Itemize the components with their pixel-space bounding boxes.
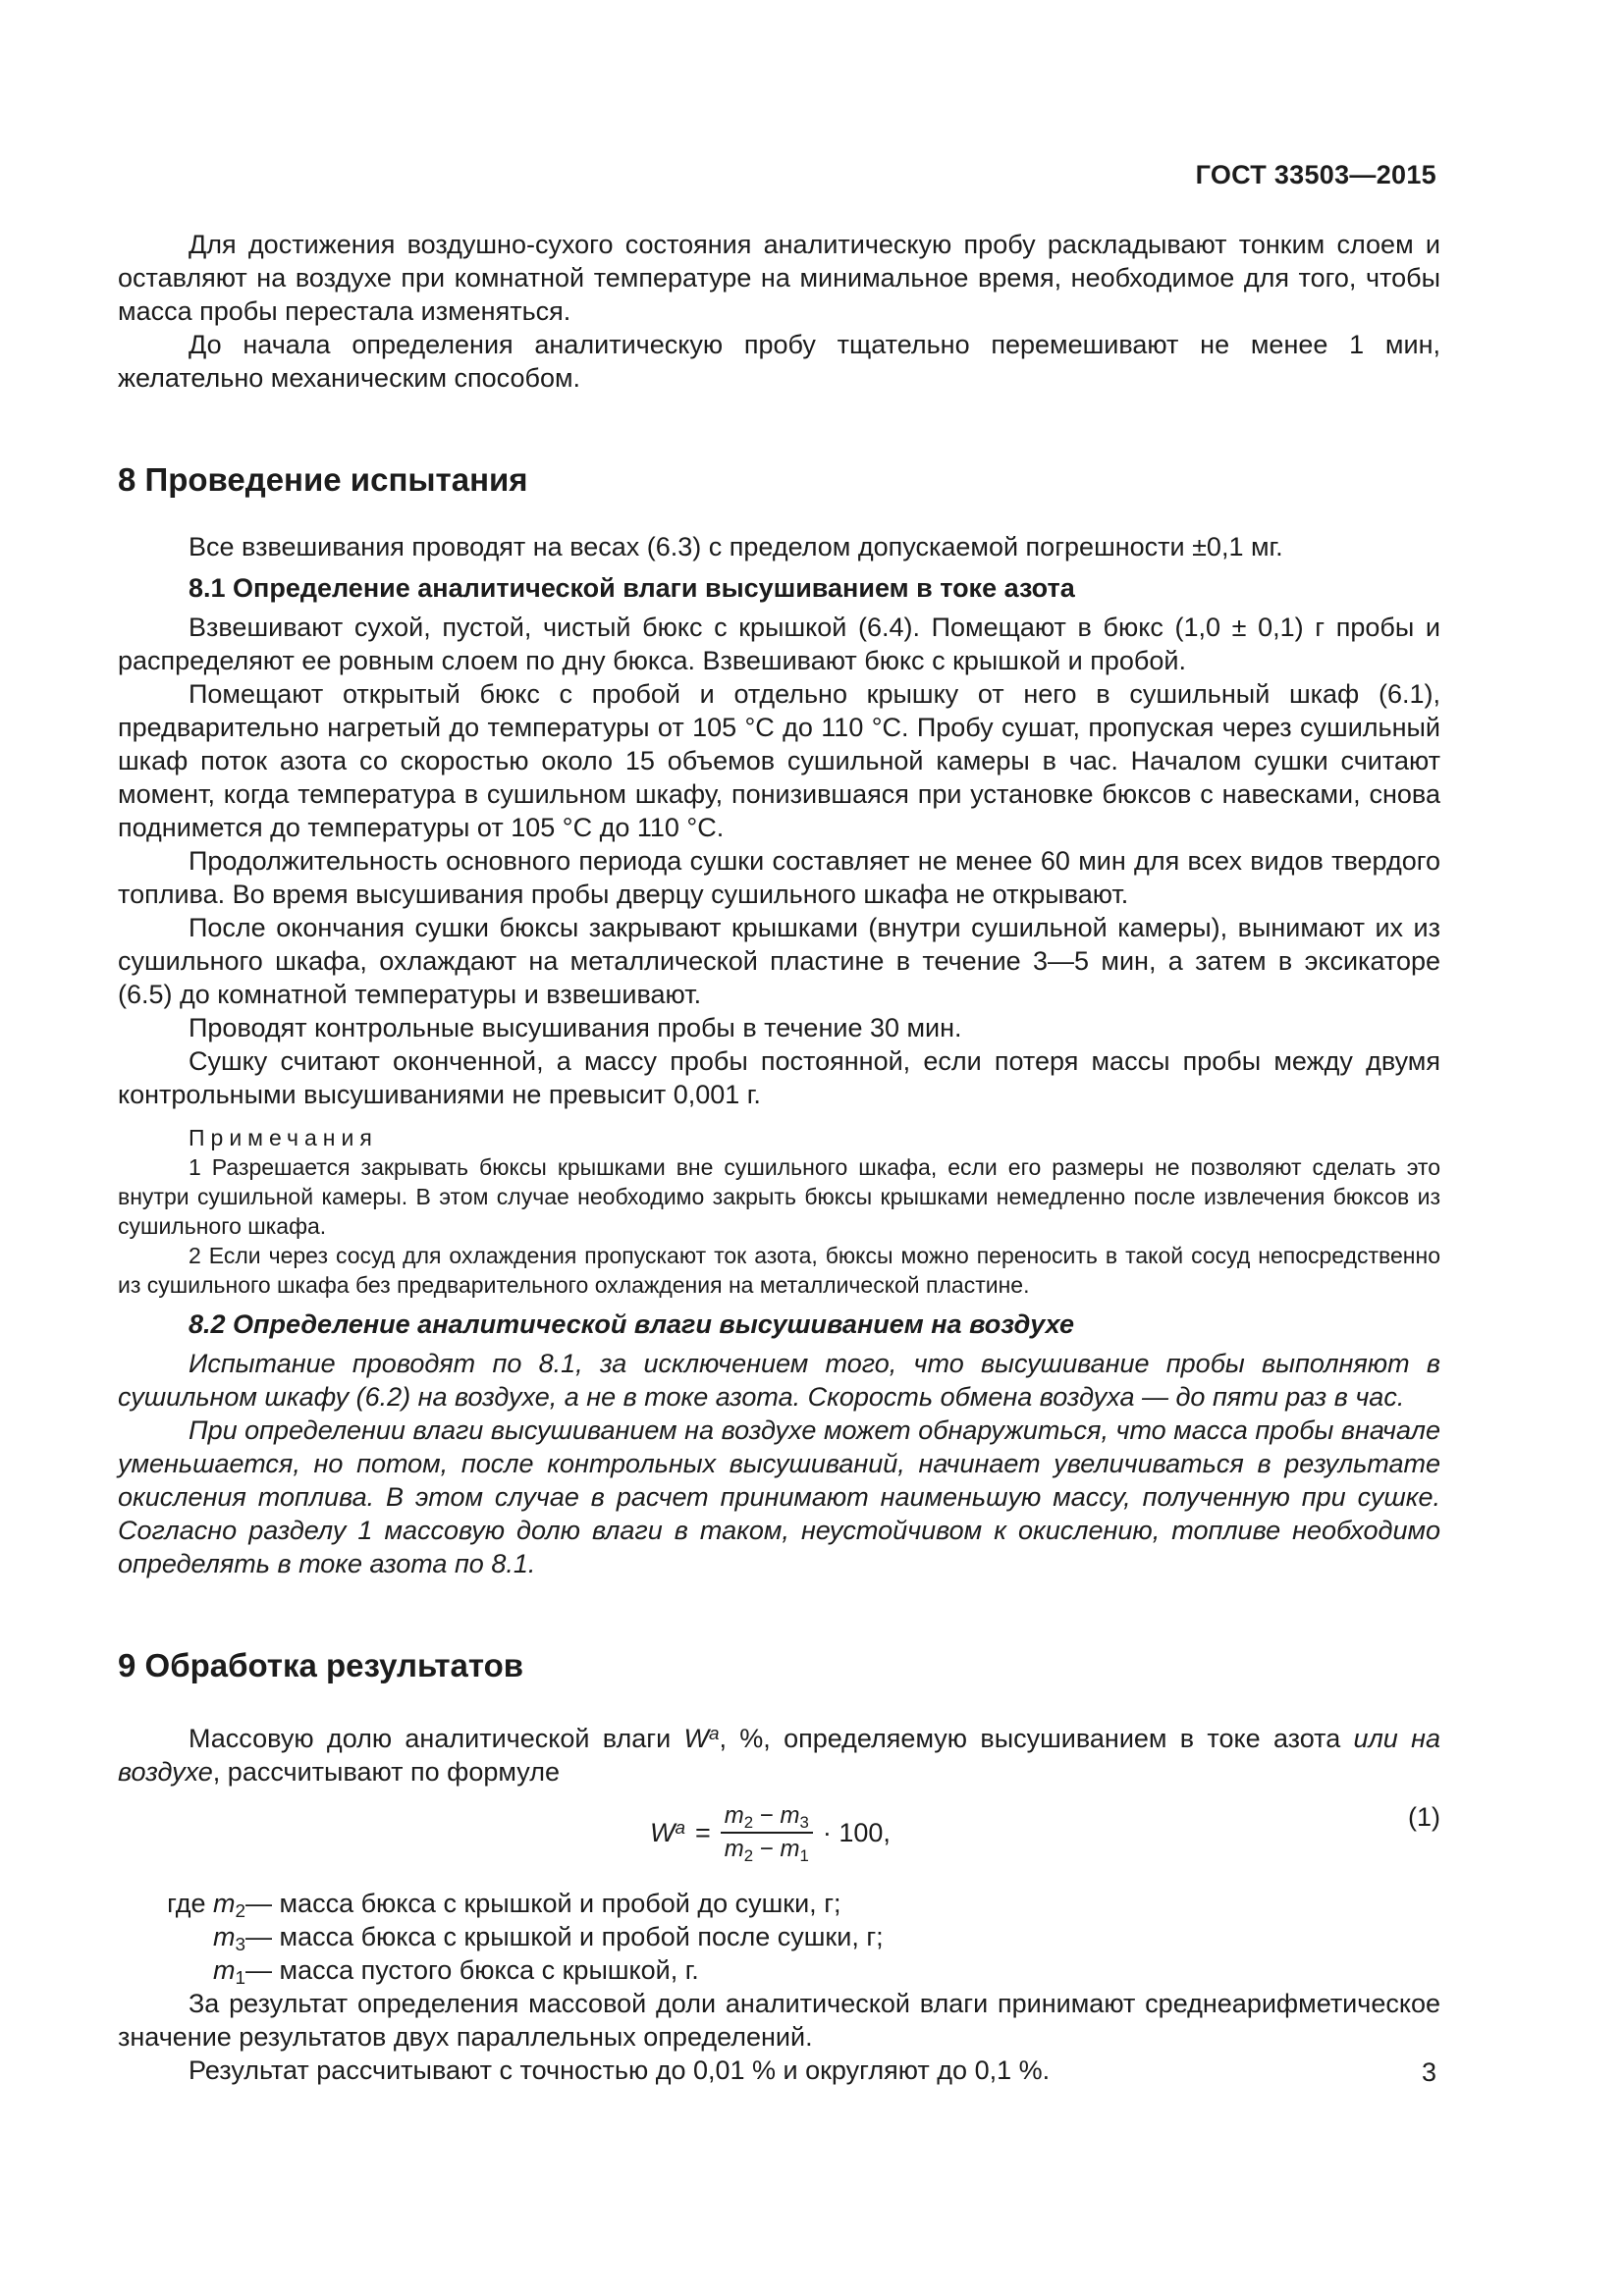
where-symbol-3: m xyxy=(212,1955,236,1985)
formula-denominator xyxy=(721,1834,813,1863)
moisture-symbol: W xyxy=(683,1724,709,1753)
where-sub-1: 2 xyxy=(235,1901,245,1922)
where-label-3 xyxy=(118,1953,245,1987)
formula-lhs xyxy=(650,1816,685,1849)
p1-text-italic: или на воздухе xyxy=(118,1724,1440,1787)
where-item-2 xyxy=(118,1920,1440,1953)
paragraph-8-2-1: Испытание проводят по 8.1, за исключением того, что высушивание пробы выполняют в сушильном шкафу (6.2) на воздухе, а не в токе азота. Скорость обмена воздуха — до пяти раз в час. xyxy=(118,1349,1440,1412)
where-text-1: — масса бюкса с крышкой и пробой до сушки, г; xyxy=(245,1889,841,1918)
formula-lhs-sup: a xyxy=(675,1818,685,1839)
den-sub-b: 1 xyxy=(799,1846,809,1865)
where-text-2: — масса бюкса с крышкой и пробой после сушки, г; xyxy=(245,1922,884,1951)
moisture-symbol-sup: a xyxy=(708,1724,720,1744)
p1-text-b: , %, определяемую высушиванием в токе азота xyxy=(719,1724,1354,1753)
formula-numerator xyxy=(721,1802,813,1834)
paragraph-8-1-6: Сушку считают оконченной, а массу пробы постоянной, если потеря массы пробы между двумя контрольными высушиваниями не превысит 0,001 г. xyxy=(118,1046,1440,1109)
den-m-b: m xyxy=(780,1836,800,1862)
formula-lhs-symbol: W xyxy=(650,1818,676,1847)
section-8-title: 8 Проведение испытания xyxy=(118,461,528,498)
num-m-a: m xyxy=(724,1802,744,1829)
where-label-2 xyxy=(118,1920,245,1953)
notes-title: Примечания xyxy=(189,1125,378,1150)
paragraph-8-2-2: При определении влаги высушиванием на воздухе может обнаружиться, что масса пробы вначале уменьшается, но потом, после контрольных высушиваний, начинает увеличиваться в результате окисления топлива. В этом случае в расчет принимают наименьшую массу, полученную при сушке. Согласно разделу 1 массовую долю влаги в таком, неустойчивом к окислению, топливе необходимо определять в токе азота по 8.1. xyxy=(118,1415,1440,1578)
num-sub-b: 3 xyxy=(799,1813,809,1832)
formula-expression xyxy=(650,1802,891,1863)
p1-text-c: , рассчитывают по формуле xyxy=(212,1757,560,1787)
num-sub-a: 2 xyxy=(743,1813,754,1832)
where-symbol-1: m xyxy=(212,1889,236,1918)
formula-fraction xyxy=(721,1802,813,1863)
document-code-header: ГОСТ 33503—2015 xyxy=(1195,160,1436,189)
section-9-title: 9 Обработка результатов xyxy=(118,1647,524,1683)
section-9-paragraph-2: За результат определения массовой доли аналитической влаги принимают среднеарифметическое значение результатов двух параллельных определений. xyxy=(118,1989,1440,2052)
subsection-8-2-body xyxy=(118,1347,1440,1580)
intro-paragraph-1: Для достижения воздушно-сухого состояния аналитическую пробу раскладывают тонким слоем и оставляют на воздухе при комнатной температуре на минимальное время, необходимое для того, чтобы масса пробы перестала изменяться. xyxy=(118,230,1440,326)
formula-equals: = xyxy=(695,1818,711,1847)
section-8-intro: Все взвешивания проводят на весах (6.3) с пределом допускаемой погрешности ±0,1 мг. xyxy=(189,532,1283,561)
where-label-1 xyxy=(118,1887,245,1920)
page-number: 3 xyxy=(1421,2057,1436,2087)
paragraph-8-1-4: После окончания сушки бюксы закрывают крышками (внутри сушильной камеры), вынимают их из сушильного шкафа, охлаждают на металлической пластине в течение 3—5 мин, а затем в эксикаторе (6.5) до комнатной температуры и взвешивают. xyxy=(118,913,1440,1009)
note-2: 2 Если через сосуд для охлаждения пропускают ток азота, бюксы можно переносить в такой сосуд непосредственно из сушильного шкафа без предварительного охлаждения на металлической пластине. xyxy=(118,1243,1440,1298)
where-sub-2: 3 xyxy=(235,1935,245,1955)
paragraph-8-1-1: Взвешивают сухой, пустой, чистый бюкс с крышкой (6.4). Помещают в бюкс (1,0 ± 0,1) г пробы и распределяют ее ровным слоем по дну бюкса. Взвешивают бюкс с крышкой и пробой. xyxy=(118,613,1440,675)
section-9-paragraph-3: Результат рассчитывают с точностью до 0,01 % и округляют до 0,1 %. xyxy=(189,2056,1051,2085)
num-m-b: m xyxy=(780,1802,800,1829)
where-sub-3: 1 xyxy=(235,1968,245,1989)
subsection-8-2-title: 8.2 Определение аналитической влаги высушиванием на воздухе xyxy=(189,1309,1075,1339)
where-item-3 xyxy=(118,1953,1440,1987)
where-prefix-1: где xyxy=(167,1889,213,1918)
where-text-3: — масса пустого бюкса с крышкой, г. xyxy=(245,1955,699,1985)
p1-text-a: Массовую долю аналитической влаги xyxy=(189,1724,684,1753)
formula-1 xyxy=(118,1800,1440,1873)
where-item-1 xyxy=(118,1887,1440,1920)
den-minus: − xyxy=(753,1836,781,1862)
paragraph-8-1-5: Проводят контрольные высушивания пробы в течение 30 мин. xyxy=(189,1013,962,1042)
section-9-paragraph-1 xyxy=(118,1722,1440,1789)
formula-number: (1) xyxy=(1408,1802,1440,1832)
paragraph-8-1-3: Продолжительность основного периода сушки составляет не менее 60 мин для всех видов твердого топлива. Во время высушивания пробы дверцу сушильного шкафа не открывают. xyxy=(118,846,1440,909)
paragraph-8-1-2: Помещают открытый бюкс с пробой и отдельно крышку от него в сушильный шкаф (6.1), предварительно нагретый до температуры от 105 °С до 110 °С. Пробу сушат, пропуская через сушильный шкаф поток азота со скоростью около 15 объемов сушильной камеры в час. Началом сушки считают момент, когда температура в сушильном шкафу, понизившаяся при установке бюксов с навесками, снова поднимется до температуры от 105 °С до 110 °С. xyxy=(118,679,1440,842)
den-sub-a: 2 xyxy=(743,1846,754,1865)
note-1: 1 Разрешается закрывать бюксы крышками вне сушильного шкафа, если его размеры не позволяют сделать это внутри сушильной камеры. В этом случае необходимо закрыть бюксы крышками немедленно после извлечения бюксов из сушильного шкафа. xyxy=(118,1154,1440,1239)
subsection-8-1-title: 8.1 Определение аналитической влаги высушиванием в токе азота xyxy=(189,573,1075,603)
page-content xyxy=(118,228,1440,2087)
formula-tail: · 100, xyxy=(822,1818,891,1847)
intro-paragraph-2: До начала определения аналитическую пробу тщательно перемешивают не менее 1 мин, желательно механическим способом. xyxy=(118,330,1440,393)
den-m-a: m xyxy=(724,1836,744,1862)
num-minus: − xyxy=(753,1802,781,1829)
where-symbol-2: m xyxy=(212,1922,236,1951)
